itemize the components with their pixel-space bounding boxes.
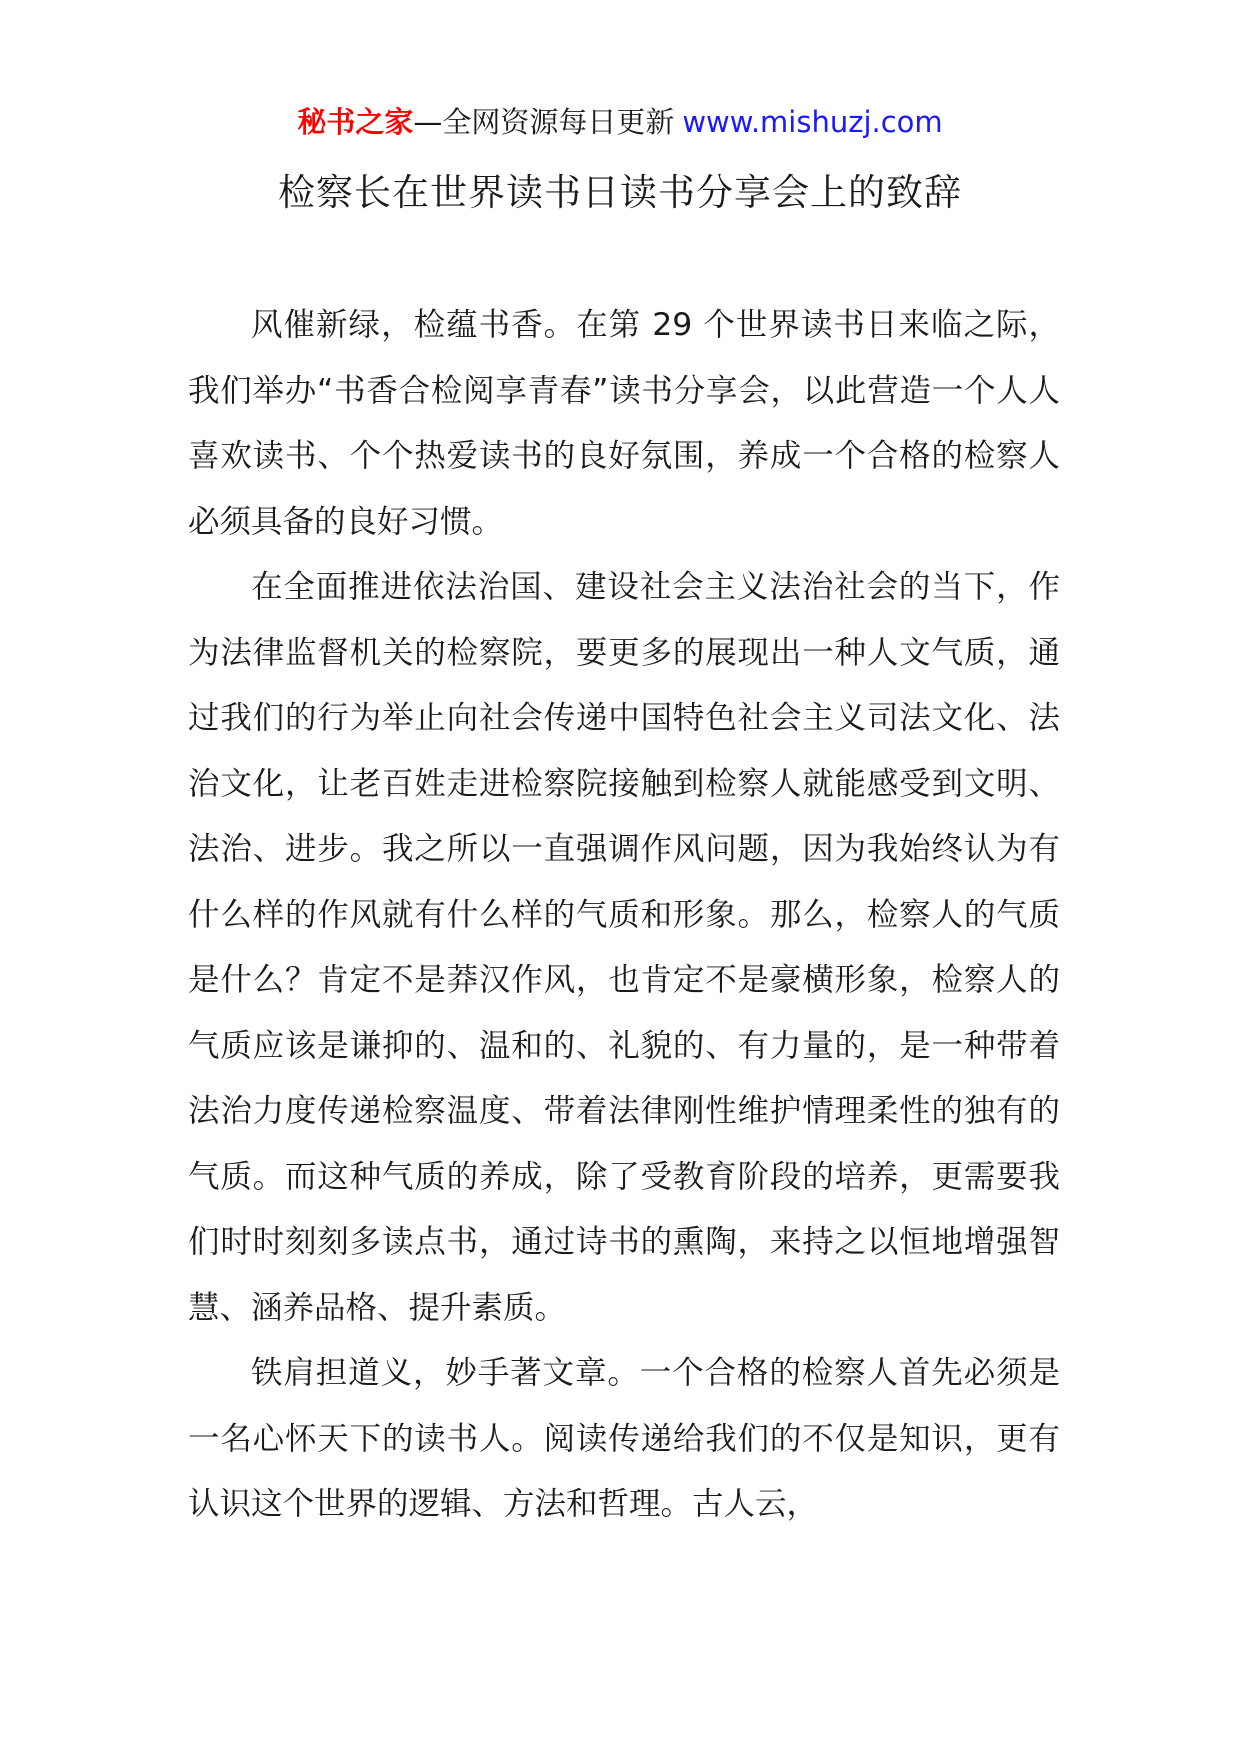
header-tagline: —全网资源每日更新: [413, 105, 675, 139]
site-url-link[interactable]: www.mishuzj.com: [682, 105, 943, 139]
paragraph: 风催新绿，检蕴书香。在第 29 个世界读书日来临之际，我们举办“书香合检阅享青春”读书分享会，以此营造一个人人喜欢读书、个个热爱读书的良好氛围，养成一个合格的检察人必须具备的良好习惯。: [188, 307, 1060, 540]
document-title: 检察长在世界读书日读书分享会上的致辞: [278, 171, 962, 214]
paragraph: 铁肩担道义，妙手著文章。一个合格的检察人首先必须是一名心怀天下的读书人。阅读传递给我们的不仅是知识，更有认识这个世界的逻辑、方法和哲理。古人云，: [188, 1355, 1060, 1522]
paragraph: 在全面推进依法治国、建设社会主义法治社会的当下，作为法律监督机关的检察院，要更多的展现出一种人文气质，通过我们的行为举止向社会传递中国特色社会主义司法文化、法治文化，让老百姓走进检察院接触到检察人就能感受到文明、法治、进步。我之所以一直强调作风问题，因为我始终认为有什么样的作风就有什么样的气质和形象。那么，检察人的气质是什么？肯定不是莽汉作风，也肯定不是豪横形象，检察人的气质应该是谦抑的、温和的、礼貌的、有力量的，是一种带着法治力度传递检察温度、带着法律刚性维护情理柔性的独有的气质。而这种气质的养成，除了受教育阶段的培养，更需要我们时时刻刻多读点书，通过诗书的熏陶，来持之以恒地增强智慧、涵养品格、提升素质。: [188, 569, 1060, 1326]
site-header: [0, 102, 1240, 142]
brand-name: 秘书之家: [297, 105, 414, 139]
document-body: [188, 293, 1060, 1538]
